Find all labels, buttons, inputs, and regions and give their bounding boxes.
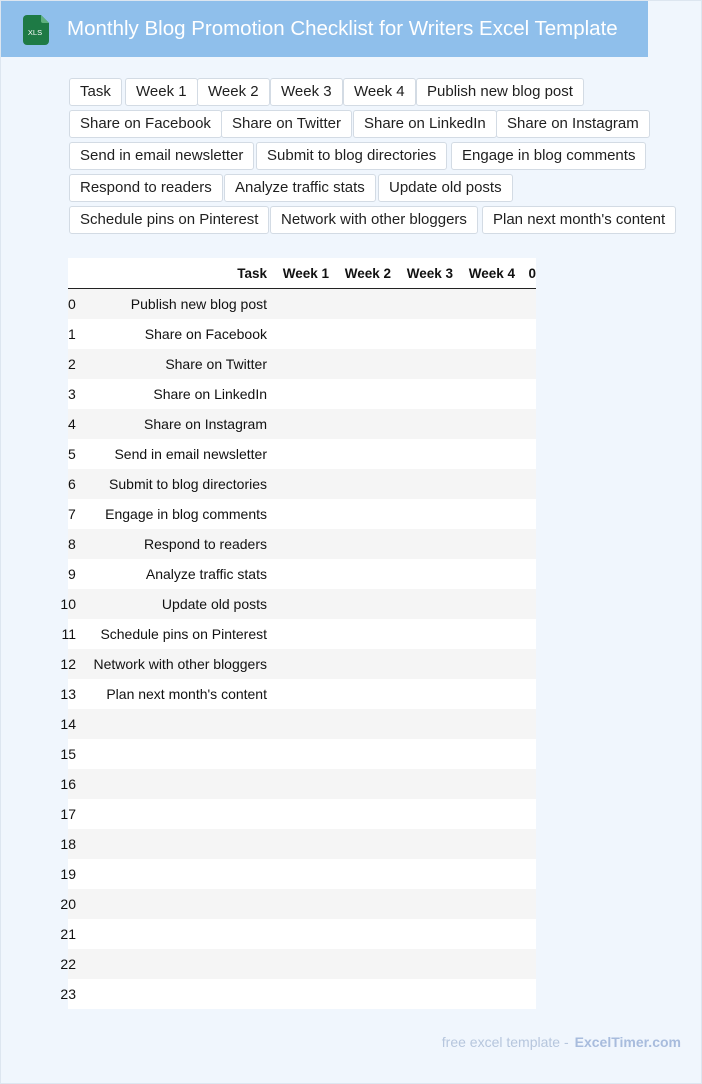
table-row: [68, 769, 536, 799]
week-3-cell[interactable]: [391, 709, 453, 739]
week-1-cell[interactable]: [267, 739, 329, 769]
table-row: [68, 829, 536, 859]
row-index-label: 14: [60, 716, 76, 732]
row-index-label: 7: [68, 506, 76, 522]
week-3-cell[interactable]: [391, 859, 453, 889]
week-2-cell[interactable]: [329, 649, 391, 679]
row-index: [60, 919, 76, 949]
task-cell[interactable]: Send in email newsletter: [76, 439, 267, 469]
task-cell[interactable]: Share on Facebook: [76, 319, 267, 349]
task-cell[interactable]: Update old posts: [76, 589, 267, 619]
task-cell[interactable]: [76, 799, 267, 829]
row-index: [60, 979, 76, 1009]
week-1-cell[interactable]: [267, 649, 329, 679]
row-index-label: 0: [68, 296, 76, 312]
column-0-cell[interactable]: [515, 679, 536, 709]
week-3-cell[interactable]: [391, 439, 453, 469]
week-1-cell[interactable]: [267, 469, 329, 499]
task-cell[interactable]: [76, 979, 267, 1009]
week-4-cell[interactable]: [453, 559, 515, 589]
week-4-cell[interactable]: [453, 919, 515, 949]
table-row: [68, 469, 536, 499]
week-1-cell[interactable]: [267, 319, 329, 349]
column-0-cell[interactable]: [515, 739, 536, 769]
week-4-cell[interactable]: [453, 319, 515, 349]
week-3-cell[interactable]: [391, 349, 453, 379]
column-header-week-2: Week 2: [329, 258, 391, 289]
row-index-label: 6: [68, 476, 76, 492]
week-2-cell[interactable]: [329, 499, 391, 529]
table-row: [68, 979, 536, 1009]
column-0-cell[interactable]: [515, 319, 536, 349]
table-row: [68, 409, 536, 439]
chip-share-on-linkedin[interactable]: Share on LinkedIn: [353, 110, 497, 138]
week-4-cell[interactable]: [453, 349, 515, 379]
week-4-cell[interactable]: [453, 709, 515, 739]
column-header-0: 0: [515, 258, 536, 289]
week-2-cell[interactable]: [329, 589, 391, 619]
week-4-cell[interactable]: [453, 619, 515, 649]
chip-schedule-pins-on-pinterest[interactable]: Schedule pins on Pinterest: [69, 206, 269, 234]
week-1-cell[interactable]: [267, 709, 329, 739]
week-1-cell[interactable]: [267, 439, 329, 469]
row-index: [60, 679, 76, 709]
row-index: [60, 889, 76, 919]
week-3-cell[interactable]: [391, 739, 453, 769]
row-index-label: 3: [68, 386, 76, 402]
chip-week-1[interactable]: Week 1: [125, 78, 198, 106]
week-4-cell[interactable]: [453, 979, 515, 1009]
week-4-cell[interactable]: [453, 499, 515, 529]
checklist-table-container: [60, 258, 536, 1009]
column-0-cell[interactable]: [515, 589, 536, 619]
week-1-cell[interactable]: [267, 979, 329, 1009]
chip-network-with-other-bloggers[interactable]: Network with other bloggers: [270, 206, 478, 234]
week-2-cell[interactable]: [329, 619, 391, 649]
week-4-cell[interactable]: [453, 859, 515, 889]
row-index: [68, 379, 76, 409]
week-2-cell[interactable]: [329, 979, 391, 1009]
column-header-week-3: Week 3: [391, 258, 453, 289]
table-row: [68, 619, 536, 649]
row-index: [68, 469, 76, 499]
table-row: [68, 679, 536, 709]
column-0-cell[interactable]: [515, 529, 536, 559]
row-index-label: 20: [60, 896, 76, 912]
chip-engage-in-blog-comments[interactable]: Engage in blog comments: [451, 142, 646, 170]
row-index: [60, 799, 76, 829]
column-0-cell[interactable]: [515, 439, 536, 469]
chip-share-on-facebook[interactable]: Share on Facebook: [69, 110, 222, 138]
row-index-label: 18: [60, 836, 76, 852]
task-cell[interactable]: Analyze traffic stats: [76, 559, 267, 589]
week-2-cell[interactable]: [329, 559, 391, 589]
table-row: [68, 559, 536, 589]
task-cell[interactable]: Schedule pins on Pinterest: [76, 619, 267, 649]
table-row: [68, 289, 536, 320]
row-index-label: 5: [68, 446, 76, 462]
week-4-cell[interactable]: [453, 439, 515, 469]
chip-week-3[interactable]: Week 3: [270, 78, 343, 106]
row-index: [68, 529, 76, 559]
row-index: [60, 949, 76, 979]
column-0-cell[interactable]: [515, 829, 536, 859]
week-2-cell[interactable]: [329, 949, 391, 979]
table-row: [68, 379, 536, 409]
week-1-cell[interactable]: [267, 559, 329, 589]
column-0-cell[interactable]: [515, 889, 536, 919]
row-index: [68, 439, 76, 469]
column-0-cell[interactable]: [515, 979, 536, 1009]
column-header-task: Task: [76, 258, 267, 289]
week-1-cell[interactable]: [267, 919, 329, 949]
row-index-label: 1: [68, 326, 76, 342]
week-3-cell[interactable]: [391, 559, 453, 589]
task-cell[interactable]: Share on LinkedIn: [76, 379, 267, 409]
row-index-label: 15: [60, 746, 76, 762]
week-2-cell[interactable]: [329, 469, 391, 499]
week-1-cell[interactable]: [267, 889, 329, 919]
week-1-cell[interactable]: [267, 589, 329, 619]
week-1-cell[interactable]: [267, 499, 329, 529]
row-index-label: 9: [68, 566, 76, 582]
footer-text: free excel template -: [441, 1034, 569, 1050]
row-index: [60, 649, 76, 679]
row-index-label: 22: [60, 956, 76, 972]
column-0-cell[interactable]: [515, 769, 536, 799]
column-0-cell[interactable]: [515, 289, 536, 320]
week-2-cell[interactable]: [329, 889, 391, 919]
week-2-cell[interactable]: [329, 829, 391, 859]
week-4-cell[interactable]: [453, 469, 515, 499]
chip-publish-new-blog-post[interactable]: Publish new blog post: [416, 78, 584, 106]
week-4-cell[interactable]: [453, 649, 515, 679]
chip-respond-to-readers[interactable]: Respond to readers: [69, 174, 223, 202]
task-cell[interactable]: Share on Instagram: [76, 409, 267, 439]
row-index: [68, 349, 76, 379]
week-2-cell[interactable]: [329, 379, 391, 409]
week-3-cell[interactable]: [391, 799, 453, 829]
week-3-cell[interactable]: [391, 649, 453, 679]
week-3-cell[interactable]: [391, 319, 453, 349]
column-0-cell[interactable]: [515, 709, 536, 739]
chip-share-on-instagram[interactable]: Share on Instagram: [496, 110, 650, 138]
table-row: [68, 349, 536, 379]
week-2-cell[interactable]: [329, 709, 391, 739]
column-0-cell[interactable]: [515, 499, 536, 529]
row-index: [68, 499, 76, 529]
chip-share-on-twitter[interactable]: Share on Twitter: [221, 110, 352, 138]
index-header: [68, 258, 76, 289]
row-index: [60, 709, 76, 739]
table-row: [68, 949, 536, 979]
row-index-label: 23: [60, 986, 76, 1002]
week-1-cell[interactable]: [267, 949, 329, 979]
week-1-cell[interactable]: [267, 799, 329, 829]
week-4-cell[interactable]: [453, 829, 515, 859]
week-1-cell[interactable]: [267, 349, 329, 379]
column-0-cell[interactable]: [515, 949, 536, 979]
table-row: [68, 499, 536, 529]
task-cell[interactable]: Respond to readers: [76, 529, 267, 559]
task-cell[interactable]: [76, 829, 267, 859]
week-3-cell[interactable]: [391, 409, 453, 439]
table-row: [68, 589, 536, 619]
svg-text:XLS: XLS: [27, 28, 43, 37]
row-index-label: 2: [68, 356, 76, 372]
table-row: [68, 859, 536, 889]
excel-file-icon: [23, 15, 49, 45]
week-3-cell[interactable]: [391, 769, 453, 799]
table-row: [68, 649, 536, 679]
row-index: [60, 859, 76, 889]
week-4-cell[interactable]: [453, 799, 515, 829]
week-2-cell[interactable]: [329, 289, 391, 320]
table-row: [68, 799, 536, 829]
week-3-cell[interactable]: [391, 919, 453, 949]
row-index: [60, 589, 76, 619]
week-3-cell[interactable]: [391, 619, 453, 649]
footer-brand-link[interactable]: ExcelTimer.com: [574, 1034, 681, 1050]
week-4-cell[interactable]: [453, 379, 515, 409]
week-2-cell[interactable]: [329, 439, 391, 469]
week-3-cell[interactable]: [391, 979, 453, 1009]
week-1-cell[interactable]: [267, 679, 329, 709]
week-1-cell[interactable]: [267, 859, 329, 889]
row-index: [68, 409, 76, 439]
row-index-label: 13: [60, 686, 76, 702]
column-0-cell[interactable]: [515, 379, 536, 409]
column-0-cell[interactable]: [515, 799, 536, 829]
chip-send-in-email-newsletter[interactable]: Send in email newsletter: [69, 142, 254, 170]
week-3-cell[interactable]: [391, 289, 453, 320]
row-index: [68, 319, 76, 349]
week-3-cell[interactable]: [391, 829, 453, 859]
checklist-table: [60, 258, 536, 1009]
week-3-cell[interactable]: [391, 589, 453, 619]
table-row: [68, 439, 536, 469]
week-4-cell[interactable]: [453, 739, 515, 769]
chip-task[interactable]: Task: [69, 78, 122, 106]
column-0-cell[interactable]: [515, 409, 536, 439]
week-2-cell[interactable]: [329, 529, 391, 559]
column-header-week-1: Week 1: [267, 258, 329, 289]
week-2-cell[interactable]: [329, 319, 391, 349]
week-3-cell[interactable]: [391, 949, 453, 979]
week-3-cell[interactable]: [391, 499, 453, 529]
row-index-label: 8: [68, 536, 76, 552]
week-1-cell[interactable]: [267, 379, 329, 409]
week-4-cell[interactable]: [453, 769, 515, 799]
task-cell[interactable]: [76, 919, 267, 949]
task-cell[interactable]: Share on Twitter: [76, 349, 267, 379]
chip-week-4[interactable]: Week 4: [343, 78, 416, 106]
table-body: [60, 289, 536, 1010]
task-cell[interactable]: [76, 709, 267, 739]
task-cell[interactable]: Publish new blog post: [76, 289, 267, 320]
task-cell[interactable]: [76, 949, 267, 979]
column-0-cell[interactable]: [515, 619, 536, 649]
table-header-row: [68, 258, 536, 289]
column-0-cell[interactable]: [515, 559, 536, 589]
title-bar: [1, 1, 648, 57]
week-1-cell[interactable]: [267, 769, 329, 799]
row-index: [60, 739, 76, 769]
week-4-cell[interactable]: [453, 289, 515, 320]
task-cell[interactable]: Submit to blog directories: [76, 469, 267, 499]
week-2-cell[interactable]: [329, 349, 391, 379]
row-index: [60, 769, 76, 799]
chip-plan-next-months-content[interactable]: Plan next month's content: [482, 206, 676, 234]
week-4-cell[interactable]: [453, 889, 515, 919]
week-2-cell[interactable]: [329, 769, 391, 799]
row-index-label: 19: [60, 866, 76, 882]
week-4-cell[interactable]: [453, 409, 515, 439]
column-header-week-4: Week 4: [453, 258, 515, 289]
week-3-cell[interactable]: [391, 469, 453, 499]
week-2-cell[interactable]: [329, 799, 391, 829]
chip-week-2[interactable]: Week 2: [197, 78, 270, 106]
column-0-cell[interactable]: [515, 349, 536, 379]
week-2-cell[interactable]: [329, 919, 391, 949]
chip-submit-to-blog-directories[interactable]: Submit to blog directories: [256, 142, 447, 170]
week-3-cell[interactable]: [391, 379, 453, 409]
week-1-cell[interactable]: [267, 829, 329, 859]
table-row: [68, 529, 536, 559]
row-index-label: 10: [60, 596, 76, 612]
week-1-cell[interactable]: [267, 529, 329, 559]
task-cell[interactable]: Plan next month's content: [76, 679, 267, 709]
row-index-label: 11: [61, 626, 76, 642]
week-2-cell[interactable]: [329, 859, 391, 889]
footer-credit: [442, 1034, 681, 1050]
column-0-cell[interactable]: [515, 859, 536, 889]
task-cell[interactable]: Network with other bloggers: [76, 649, 267, 679]
week-4-cell[interactable]: [453, 949, 515, 979]
week-4-cell[interactable]: [453, 679, 515, 709]
row-index: [61, 619, 76, 649]
row-index-label: 4: [68, 416, 76, 432]
week-3-cell[interactable]: [391, 529, 453, 559]
task-cell[interactable]: [76, 889, 267, 919]
task-cell[interactable]: [76, 859, 267, 889]
week-4-cell[interactable]: [453, 529, 515, 559]
chip-update-old-posts[interactable]: Update old posts: [378, 174, 513, 202]
week-1-cell[interactable]: [267, 289, 329, 320]
task-cell[interactable]: Engage in blog comments: [76, 499, 267, 529]
task-cell[interactable]: [76, 739, 267, 769]
week-4-cell[interactable]: [453, 589, 515, 619]
week-1-cell[interactable]: [267, 619, 329, 649]
week-3-cell[interactable]: [391, 889, 453, 919]
week-3-cell[interactable]: [391, 679, 453, 709]
row-index: [60, 829, 76, 859]
row-index-label: 12: [60, 656, 76, 672]
week-1-cell[interactable]: [267, 409, 329, 439]
row-index: [68, 289, 76, 320]
table-row: [68, 919, 536, 949]
row-index: [68, 559, 76, 589]
table-row: [68, 319, 536, 349]
week-2-cell[interactable]: [329, 409, 391, 439]
week-2-cell[interactable]: [329, 679, 391, 709]
table-row: [68, 889, 536, 919]
task-cell[interactable]: [76, 769, 267, 799]
row-index-label: 17: [60, 806, 76, 822]
column-0-cell[interactable]: [515, 649, 536, 679]
page-title: Monthly Blog Promotion Checklist for Writers Excel Template: [67, 17, 618, 40]
chip-analyze-traffic-stats[interactable]: Analyze traffic stats: [224, 174, 376, 202]
column-0-cell[interactable]: [515, 919, 536, 949]
table-row: [68, 709, 536, 739]
week-2-cell[interactable]: [329, 739, 391, 769]
column-0-cell[interactable]: [515, 469, 536, 499]
row-index-label: 16: [60, 776, 76, 792]
row-index-label: 21: [60, 926, 76, 942]
table-row: [68, 739, 536, 769]
